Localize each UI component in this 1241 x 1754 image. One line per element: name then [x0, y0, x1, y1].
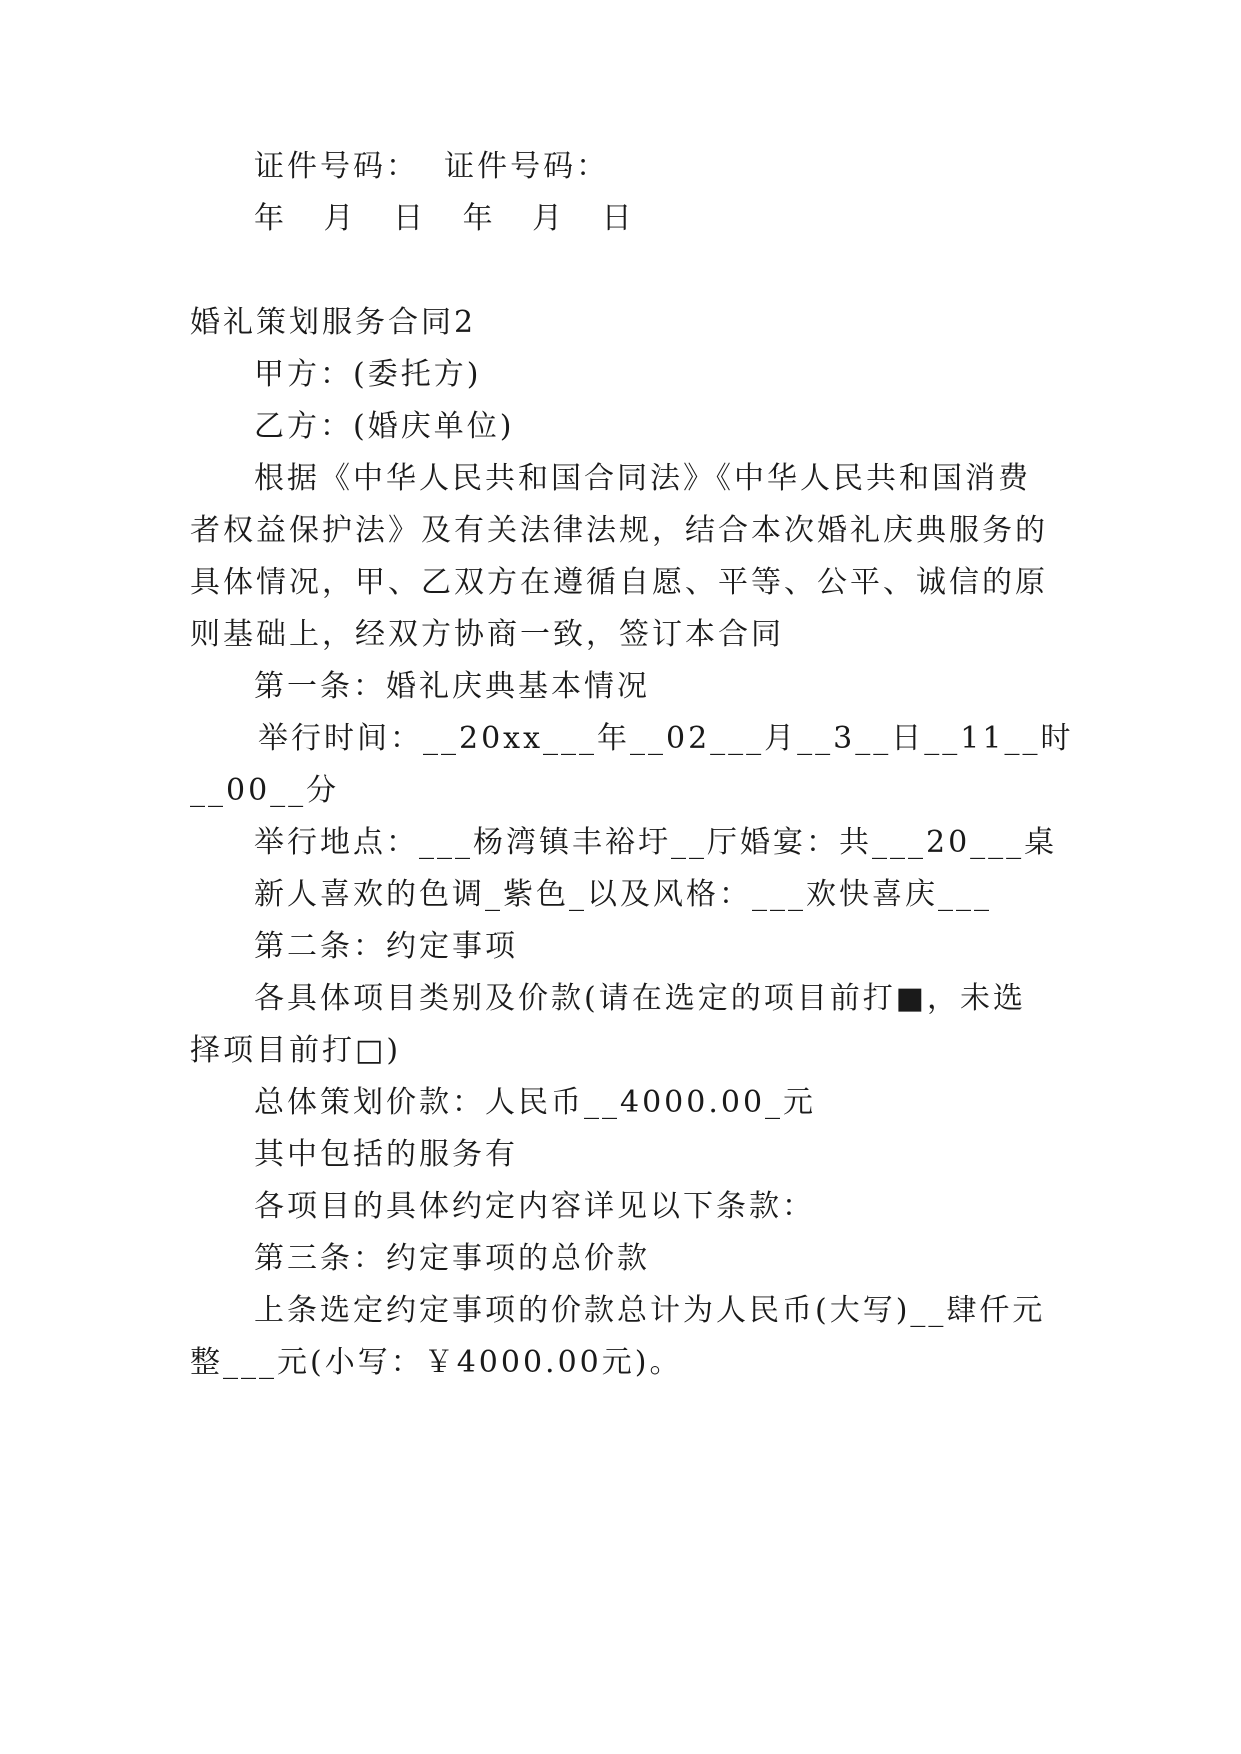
preamble-line: 则基础上，经双方协商一致，签订本合同	[190, 617, 784, 652]
preamble-line: 者权益保护法》及有关法律法规，结合本次婚礼庆典服务的	[190, 513, 1048, 548]
article-1-heading: 第一条：婚礼庆典基本情况	[254, 669, 650, 704]
id-number-line: 证件号码： 证件号码：	[254, 149, 610, 184]
party-b-line: 乙方：(婚庆单位)	[254, 409, 515, 444]
document-title: 婚礼策划服务合同2	[190, 305, 477, 340]
article-2-heading: 第二条：约定事项	[254, 929, 518, 964]
signature-date-line: 年 月 日 年 月 日	[254, 201, 647, 236]
color-style-line: 新人喜欢的色调_紫色_以及风格：___欢快喜庆___	[254, 877, 992, 912]
ceremony-time-line: __00__分	[190, 773, 340, 808]
items-price-line: 择项目前打□)	[190, 1033, 402, 1068]
details-note-line: 各项目的具体约定内容详见以下条款：	[254, 1189, 815, 1224]
article-3-heading: 第三条：约定事项的总价款	[254, 1241, 650, 1276]
total-amount-line: 上条选定约定事项的价款总计为人民币(大写)__肆仟元	[254, 1293, 1046, 1328]
ceremony-time-line: 举行时间：__20xx___年__02___月__3__日__11__时	[258, 721, 1074, 756]
party-a-line: 甲方：(委托方)	[254, 357, 482, 392]
preamble-line: 具体情况，甲、乙双方在遵循自愿、平等、公平、诚信的原	[190, 565, 1048, 600]
included-services-line: 其中包括的服务有	[254, 1137, 518, 1172]
ceremony-venue-line: 举行地点：___杨湾镇丰裕圩__厅婚宴：共___20___桌	[254, 825, 1058, 860]
preamble-line: 根据《中华人民共和国合同法》《中华人民共和国消费	[254, 461, 1031, 496]
items-price-line: 各具体项目类别及价款(请在选定的项目前打■，未选	[254, 981, 1027, 1016]
total-planning-price: 总体策划价款：人民币__4000.00_元	[254, 1085, 817, 1120]
total-amount-line: 整___元(小写：￥4000.00元)。	[190, 1345, 683, 1380]
